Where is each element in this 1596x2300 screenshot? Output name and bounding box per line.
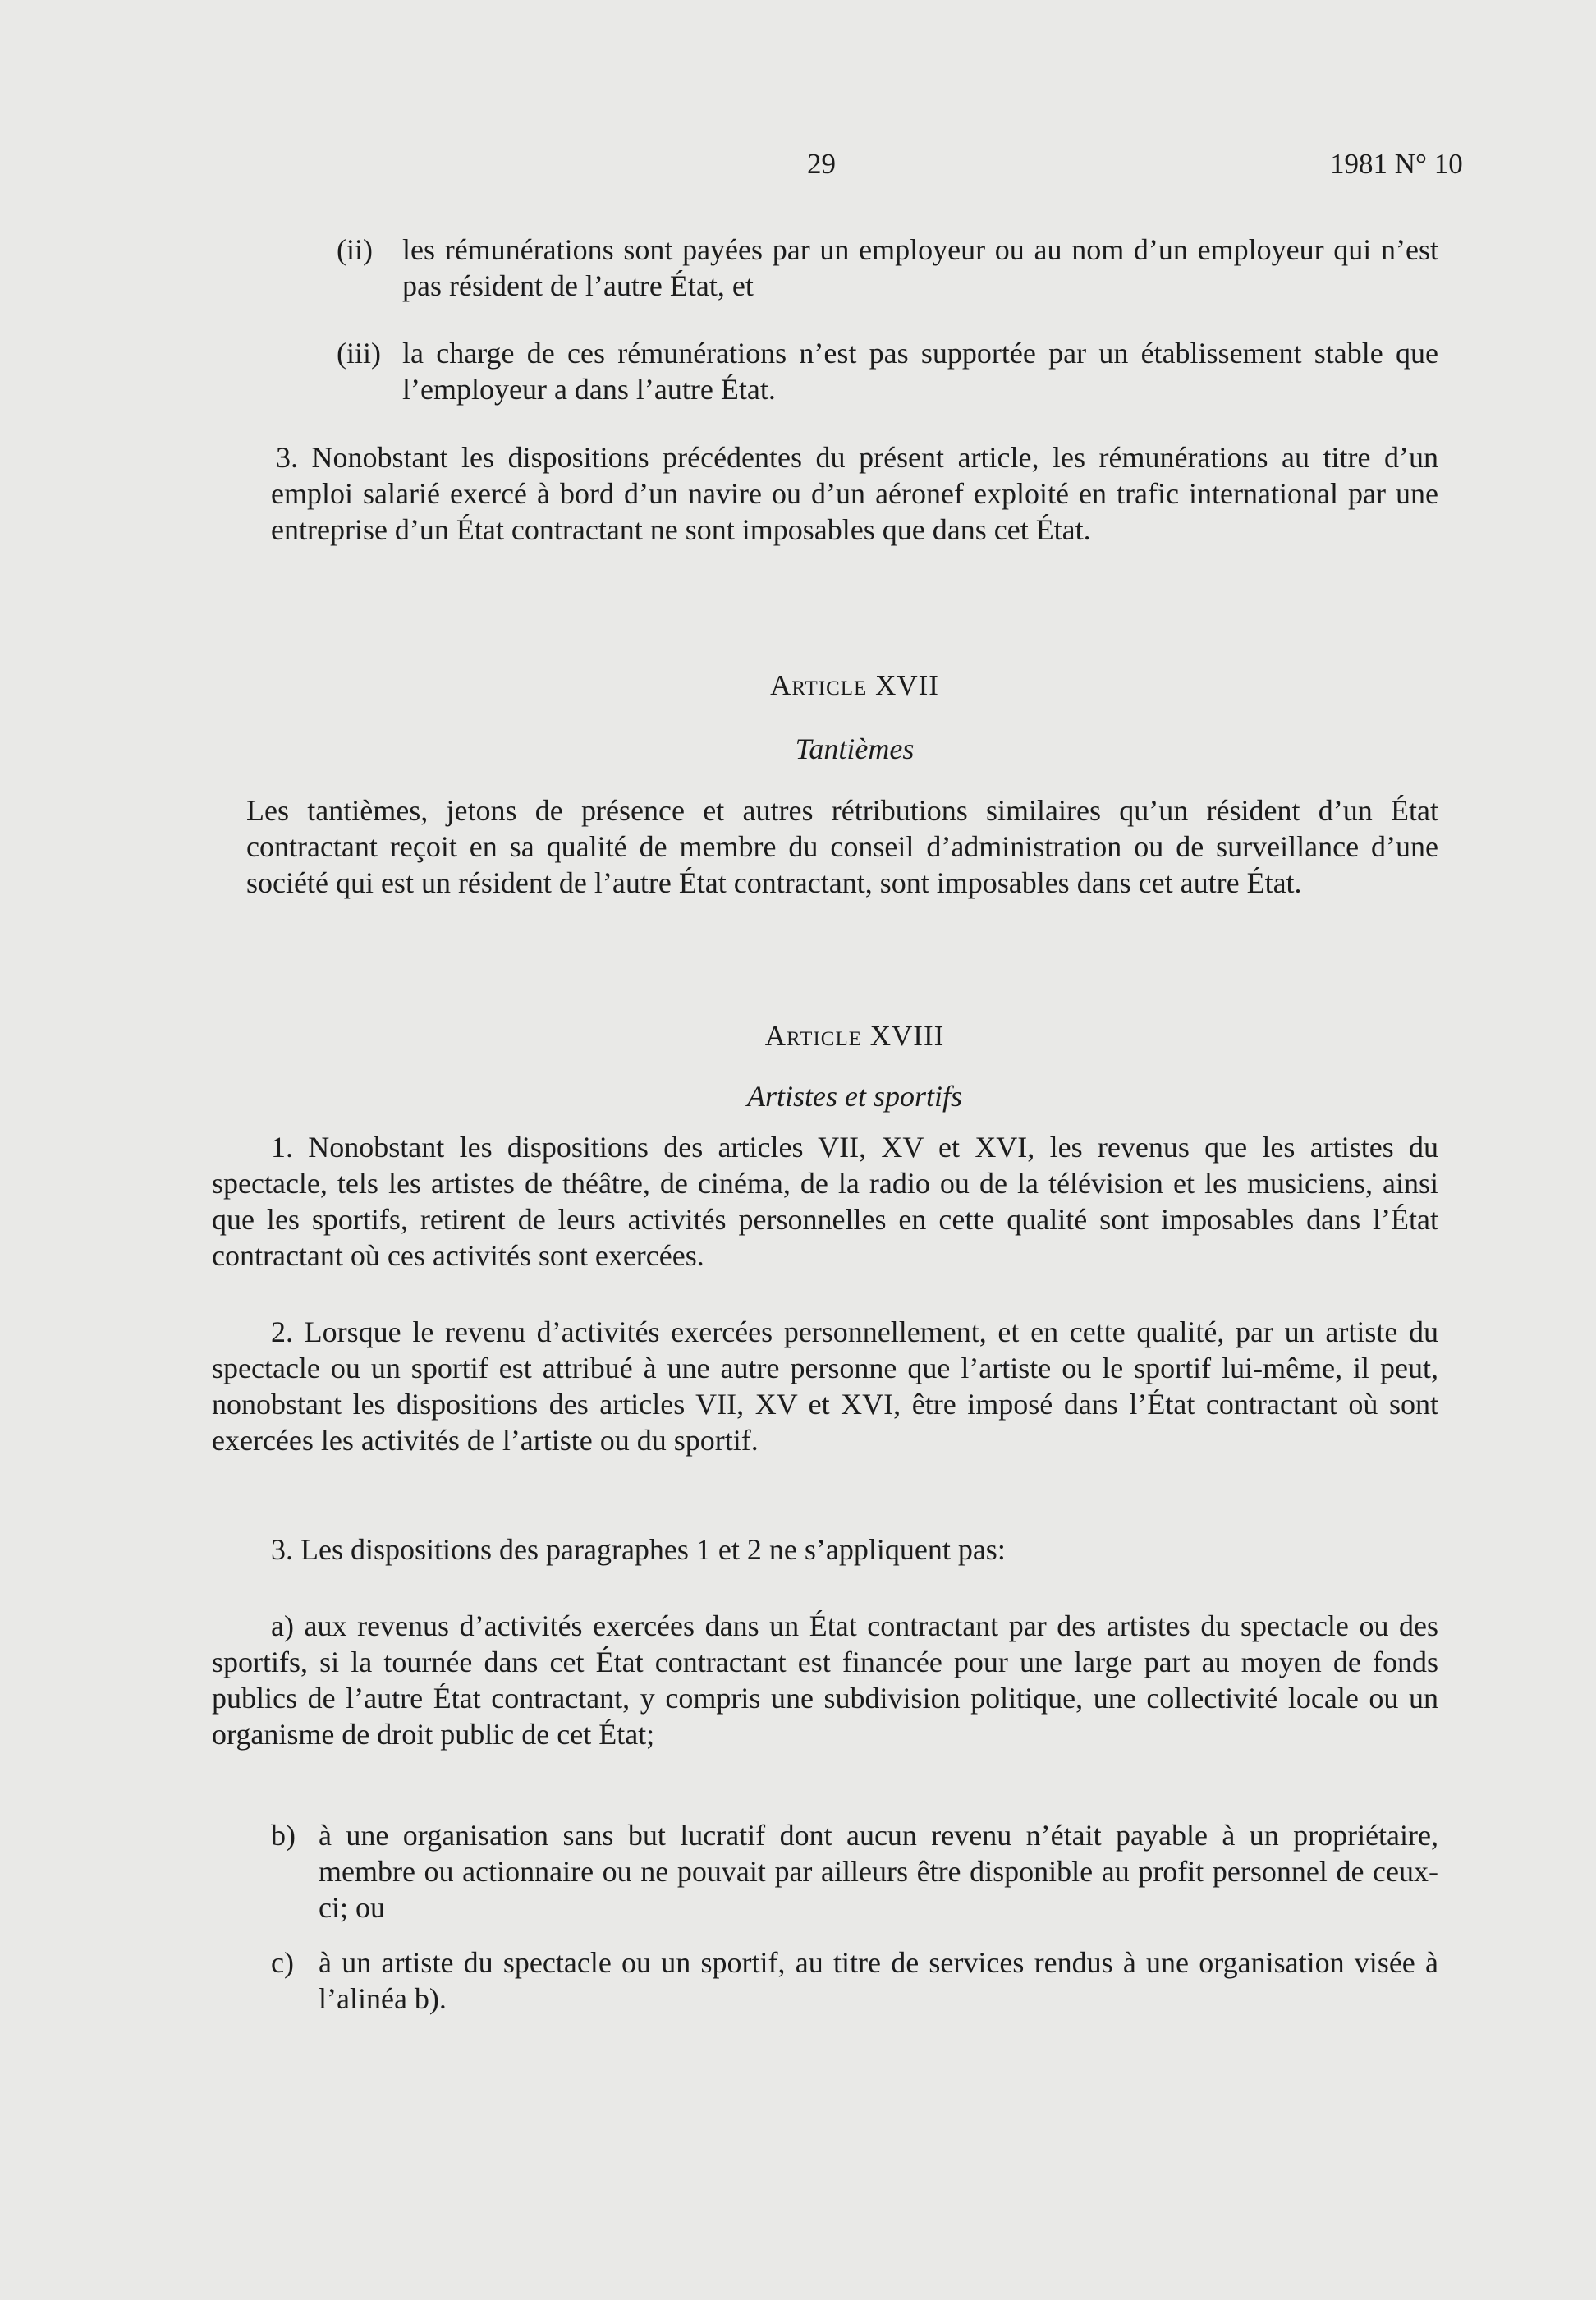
- article-xviii-item-b: [271, 1817, 1438, 1926]
- article-xviii-item-c: [271, 1944, 1438, 2017]
- article-xviii-paragraph-3: 3. Les dispositions des paragraphes 1 et 2 ne s’appliquent pas:: [271, 1533, 1006, 1566]
- article-xviii-item-a: a) aux revenus d’activités exercées dans un État contractant par des artistes du spectacle ou des sportifs, si la tournée dans cet État contractant est financée pour une large part au moyen de fonds publics de l’autre État contractant, y compris une subdivision politique, une collectivité locale ou un organisme de droit public de cet État;: [212, 1609, 1438, 1751]
- article-xviii-paragraph-1: 1. Nonobstant les dispositions des articles VII, XV et XVI, les revenus que les artistes du spectacle, tels les artistes de théâtre, de cinéma, de la radio ou de la télévision et les musiciens, ainsi que les sportifs, retirent de leurs activités personnelles en cette qualité sont imposables dans l’État contractant où ces activités sont exercées.: [212, 1131, 1438, 1272]
- item-label: b): [271, 1819, 296, 1852]
- paragraph-3: 3. Nonobstant les dispositions précédentes du présent article, les rémunérations au titre d’un emploi salarié exercé à bord d’un navire ou d’un aéronef exploité en trafic international par une entreprise d’un État contractant ne sont imposables que dans cet État.: [271, 441, 1438, 546]
- item-label: (iii): [337, 337, 381, 370]
- article-xvii-subtitle: Tantièmes: [795, 732, 915, 765]
- document-reference: 1981 N° 10: [1330, 148, 1463, 180]
- article-xviii-subtitle: Artistes et sportifs: [746, 1080, 963, 1113]
- item-label: c): [271, 1946, 294, 1979]
- item-ii: [337, 232, 1438, 304]
- item-text: à une organisation sans but lucratif dont aucun revenu n’était payable à un propriétaire, membre ou actionnaire ou ne pouvait par ailleurs être disponible au profit personnel de ceux-ci; ou: [319, 1819, 1438, 1924]
- page-number: 29: [807, 148, 836, 180]
- article-xviii-title: Article XVIII: [764, 1020, 945, 1052]
- article-xvii-text: Les tantièmes, jetons de présence et autres rétributions similaires qu’un résident d’un État contractant reçoit en sa qualité de membre du conseil d’administration ou de surveillance d’une société qui est un résident de l’autre État contractant, sont imposables dans cet autre État.: [246, 794, 1438, 899]
- item-iii: [337, 335, 1438, 407]
- item-text: la charge de ces rémunérations n’est pas supportée par un établissement stable que l’employeur a dans l’autre État.: [402, 337, 1438, 406]
- item-text: à un artiste du spectacle ou un sportif, au titre de services rendus à une organisation visée à l’alinéa b).: [319, 1946, 1438, 2015]
- item-text: les rémunérations sont payées par un employeur ou au nom d’un employeur qui n’est pas résident de l’autre État, et: [402, 233, 1438, 302]
- item-label: (ii): [337, 233, 373, 266]
- article-xviii-paragraph-2: 2. Lorsque le revenu d’activités exercées personnellement, et en cette qualité, par un artiste du spectacle ou un sportif est attribué à une autre personne que l’artiste ou le sportif lui-même, il peut, nonobstant les dispositions des articles VII, XV et XVI, être imposé dans l’État contractant où sont exercées les activités de l’artiste ou du sportif.: [212, 1315, 1438, 1457]
- article-xvii-title: Article XVII: [770, 669, 939, 701]
